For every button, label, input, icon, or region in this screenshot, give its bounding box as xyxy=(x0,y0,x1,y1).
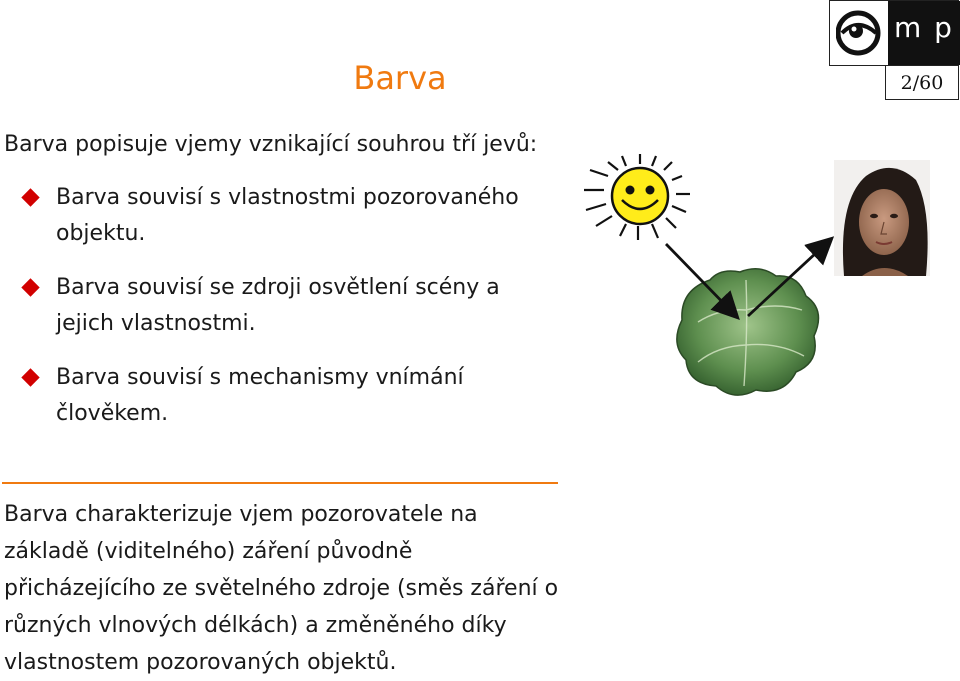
logo xyxy=(829,0,959,66)
list-item xyxy=(22,360,562,432)
list-item xyxy=(22,270,562,342)
bullet-text: Barva souvisí se zdroji osvětlení scény a jejich vlastnostmi. xyxy=(56,275,500,336)
bullet-list xyxy=(22,180,562,450)
list-item xyxy=(22,180,562,252)
divider xyxy=(2,482,558,484)
sun-icon xyxy=(584,154,690,240)
page-number: 2/60 xyxy=(885,66,959,100)
intro-text: Barva popisuje vjemy vznikající souhrou tří jevů: xyxy=(4,132,538,157)
definition-paragraph: Barva charakterizuje vjem pozorovatele na základě (viditelného) záření původně přicházejícího ze světelného zdroje (směs záření o různých vlnových délkách) a změněného díky vlastnostem pozorovaných objektů. xyxy=(4,502,559,675)
diamond-bullet-icon xyxy=(21,188,39,206)
eye-logo-icon xyxy=(836,7,884,59)
bullet-text: Barva souvisí s mechanismy vnímání člověkem. xyxy=(56,365,464,426)
color-perception-diagram xyxy=(570,140,950,420)
illustration xyxy=(570,140,950,424)
bullet-text: Barva souvisí s vlastnostmi pozorovaného objektu. xyxy=(56,185,519,246)
diamond-bullet-icon xyxy=(21,278,39,296)
slide-title: Barva xyxy=(353,59,447,98)
lettuce-icon xyxy=(677,269,819,395)
logo-text: m p xyxy=(894,11,954,44)
diamond-bullet-icon xyxy=(21,368,39,386)
face-photo xyxy=(834,160,930,276)
